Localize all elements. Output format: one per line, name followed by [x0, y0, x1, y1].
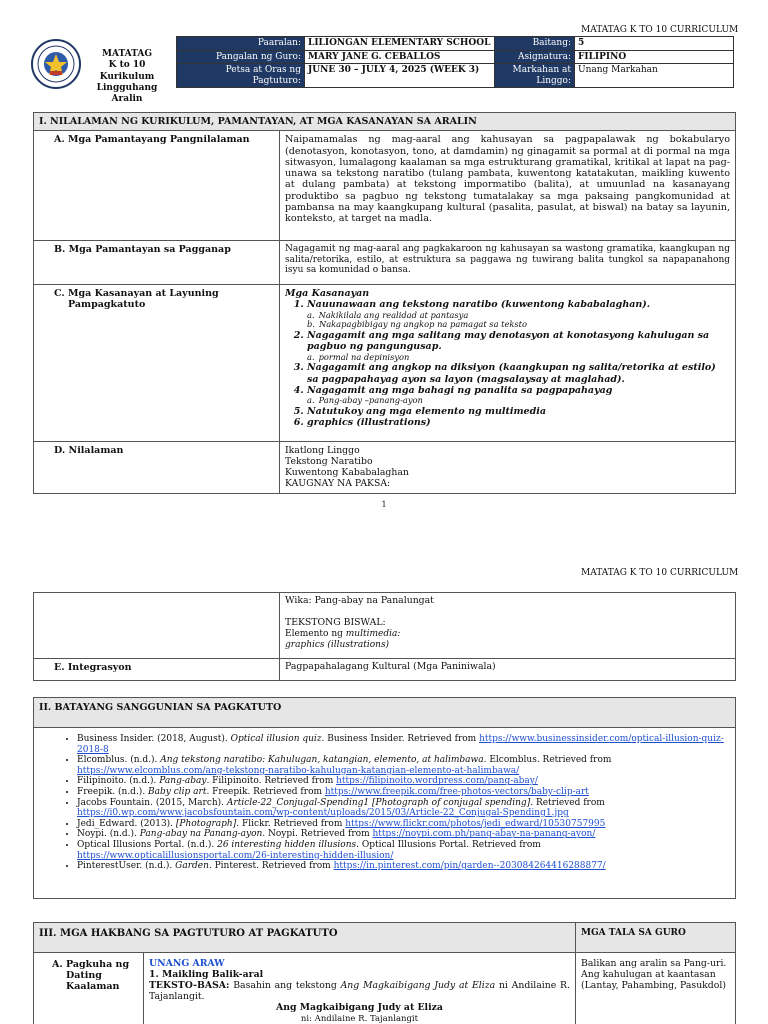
content-text: [280, 442, 736, 494]
objective-item: [307, 330, 730, 362]
teacher-label: Pangalan ng Guro:: [177, 50, 305, 64]
teacher-notes-heading: MGA TALA SA GURO: [576, 923, 736, 953]
references-list: [39, 734, 730, 872]
competencies-label-line: Pampagkatuto: [68, 299, 146, 311]
subject-label: Asignatura:: [495, 50, 575, 64]
plan-title: [82, 49, 172, 105]
plan-title-line: Lingguhang Aralin: [96, 82, 158, 104]
reference-source: . Elcomblus. Retrieved from: [483, 755, 612, 766]
objectives-list: [285, 299, 730, 428]
quarter-label: Markahan at Linggo:: [495, 64, 575, 88]
quarter-value: Unang Markahan: [575, 64, 734, 88]
plan-title-line: K to 10 Kurikulum: [99, 60, 155, 82]
section2-heading: II. BATAYANG SANGGUNIAN SA PAGKATUTO: [34, 698, 736, 728]
objective-text: Nauunawaan ang tekstong naratibo (kuwentong kababalaghan).: [307, 299, 651, 311]
objective-item: [307, 385, 730, 406]
subject-value: FILIPINO: [575, 50, 734, 64]
reference-source: . Business Insider. Retrieved from: [321, 734, 480, 744]
objective-text: Nagagamit ang mga salitang may denotasyon at konotasyong kahulugan sa pagbuo ng pangungusap.: [307, 330, 710, 353]
reference-item: [77, 840, 730, 861]
teksto-title: Ang Magkaibigang Judy at Eliza: [340, 979, 496, 991]
teksto-pre: Basahin ang tekstong: [229, 979, 341, 991]
reference-title: Ang tekstong naratibo: Kahulugan, katangian, elemento, at halimbawa: [160, 755, 484, 766]
content-line: [285, 629, 730, 640]
integration-label: E. Integrasyon: [34, 659, 280, 681]
elemento-italic: multimedia:: [345, 628, 401, 639]
reference-source: . Freepik. Retrieved from: [206, 787, 325, 798]
objective-text: Nagagamit ang mga bahagi ng panalita sa pagpapahayag: [307, 384, 613, 396]
reference-source: . Flickr. Retrieved from: [236, 818, 346, 829]
reference-link[interactable]: https://i0.wp.com/www.jacobsfountain.com/wp-content/uploads/2015/03/Article-22_Conjugal-Spending1.jpg: [77, 808, 569, 819]
reference-author: Business Insider. (2018, August).: [77, 734, 231, 744]
story-title: Ang Magkaibigang Judy at Eliza: [276, 1001, 443, 1013]
reference-item: [77, 829, 730, 840]
reference-link[interactable]: https://www.elcomblus.com/ang-tekstong-naratibo-kahulugan-katangian-elemento-at-halimbawa/: [77, 765, 520, 776]
content-continued-text: [280, 593, 736, 659]
objective-subitem-marker: a.: [307, 394, 315, 405]
reference-link[interactable]: https://www.businessinsider.com/optical-illusion-quiz-2018-8: [77, 734, 724, 755]
performance-standards-text: Nagagamit ng mag-aaral ang pagkakaroon ng kahusayan sa wastong gramatika, kaangkupan ng salita/retorika, estilo, at estruktura sa paggawa ng tuwirang balita tungkol sa napapanahong isyu sa komunidad o bansa.: [280, 241, 736, 285]
reference-item: [77, 787, 730, 798]
teacher-notes: Balikan ang aralin sa Pang-uri. Ang kahulugan at kaantasan (Lantay, Pahambing, Pasukdol): [576, 953, 736, 1024]
page-number: 1: [381, 500, 387, 509]
content-line: KAUGNAY NA PAKSA:: [285, 478, 391, 490]
content-standards-label: A. Mga Pamantayang Pangnilalaman: [34, 131, 280, 241]
prior-knowledge-label: [34, 953, 144, 1024]
reference-item: [77, 861, 730, 872]
content-standards-text: Naipamamalas ng mag-aaral ang kahusayan sa pagpapalawak ng bokabularyo (denotasyon, konotasyon, tono, at damdamin) ng ginagamit sa pormal at di pormal na mga sitwasyon, lumalagong kaalaman sa mga estrukturang gramatikal, kritikal at lapat na pag-unawa sa tekstong naratibo (tulang pambata, kuwentong katatakutan, maikling kuwento at dulang pambata) at tekstong impormatibo (balita), at umuunlad na kasanayang produktibo sa pagbuo ng tekstong tumatalakay sa mga paksaing pangkomunidad at pambansa na may kaangkupang kultural (pasalita, pasulat, at biswal) na batay sa layunin, kontekstо, at target na madla.: [280, 131, 736, 241]
section1-table: [33, 112, 736, 494]
objective-subitem-text: pormal na depinisyon: [318, 351, 410, 362]
objective-item: [307, 417, 730, 428]
section2-table: [33, 697, 736, 899]
content-line: graphics (illustrations): [285, 639, 390, 650]
plan-title-line: MATATAG: [101, 49, 153, 59]
day-heading: UNANG ARAW: [149, 958, 225, 969]
reference-item: [77, 734, 730, 755]
reference-author: Noypi. (n.d.).: [77, 829, 140, 840]
reference-title: Article-22_Conjugal-Spending1 [Photograph of conjugal spending]: [226, 797, 531, 808]
reference-title: 26 interesting hidden illusions: [217, 840, 357, 851]
reference-source: . Retrieved from: [530, 797, 605, 808]
reference-author: Jedi_Edward. (2013).: [77, 818, 176, 829]
reference-source: . Noypi. Retrieved from: [262, 829, 373, 840]
reference-title: [Photograph]: [175, 818, 237, 829]
objective-text: graphics (illustrations): [307, 416, 431, 428]
objective-subitem-text: Nakapagbibigay ng angkop na pamagat sa teksto: [318, 319, 528, 330]
story-author: ni: Andilaine R. Tajanlangit: [300, 1013, 419, 1024]
teksto-label: TEKSTO-BASA:: [149, 979, 230, 991]
reference-author: Freepik. (n.d.).: [77, 787, 149, 798]
content-line: Tekstong Naratibo: [285, 456, 373, 468]
step-heading: 1. Maikling Balik-aral: [149, 968, 264, 980]
objective-sublist: [307, 396, 730, 406]
reference-link[interactable]: https://www.flickr.com/photos/jedi_edward/10530757995: [345, 818, 606, 829]
objective-item: [307, 362, 730, 384]
content-line: Ikatlong Linggo: [285, 445, 360, 457]
reference-title: Optical illusion quiz: [230, 734, 322, 744]
references-cell: [34, 728, 736, 899]
reference-link[interactable]: https://www.opticalillusionsportal.com/26-interesting-hidden-illusion/: [77, 850, 394, 861]
content-line: Kuwentong Kababalaghan: [285, 467, 409, 479]
prior-knowledge-content: [144, 953, 576, 1024]
objective-subitem-marker: a.: [307, 309, 315, 320]
objective-subitem-marker: b.: [307, 319, 315, 330]
reference-item: [77, 798, 730, 819]
objective-subitem-marker: a.: [307, 351, 315, 362]
reference-source: . Filipinoito. Retrieved from: [206, 776, 337, 787]
content-label-continued: [34, 593, 280, 659]
teacher-value: MARY JANE G. CEBALLOS: [305, 50, 495, 64]
content-label: D. Nilalaman: [34, 442, 280, 494]
curriculum-label: MATATAG K TO 10 CURRICULUM: [581, 25, 739, 35]
reference-item: [77, 819, 730, 830]
prior-knowledge-label-line: Kaalaman: [66, 981, 120, 993]
school-value: LILIONGAN ELEMENTARY SCHOOL: [305, 37, 495, 51]
grade-value: 5: [575, 37, 734, 51]
date-value: JUNE 30 – JULY 4, 2025 (WEEK 3): [305, 64, 495, 88]
reference-source: . Optical Illusions Portal. Retrieved from: [356, 840, 541, 851]
section1-heading: I. NILALAMAN NG KURIKULUM, PAMANTAYAN, AT MGA KASANAYAN SA ARALIN: [34, 113, 736, 131]
objective-item: [307, 299, 730, 330]
reference-author: PinterestUser. (n.d.).: [77, 861, 176, 872]
reference-source: . Pinterest. Retrieved from: [208, 861, 334, 872]
header-info-table: [176, 36, 734, 88]
teksto-post: ni Andilaine R. Tajanlangit.: [149, 979, 570, 1002]
objective-subitem-text: Pang-abay –panang-ayon: [318, 394, 423, 405]
objective-text: Natutukoy ang mga elemento ng multimedia: [307, 405, 547, 417]
section3-table: [33, 922, 736, 1024]
grade-label: Baitang:: [495, 37, 575, 51]
reference-link[interactable]: https://in.pinterest.com/pin/garden--203084264416288877/: [333, 861, 606, 872]
reference-item: [77, 776, 730, 787]
reference-title: Pang-abay na Panang-ayon: [139, 829, 263, 840]
reference-link[interactable]: https://noypi.com.ph/pang-abay-na-panang-ayon/: [372, 829, 596, 840]
elemento-text: Elemento ng: [285, 628, 346, 639]
performance-standards-label: B. Mga Pamantayan sa Pagganap: [34, 241, 280, 285]
objective-subitem: [307, 396, 730, 406]
content-line: TEKSTONG BISWAL:: [285, 616, 386, 628]
teksto-basa: [149, 981, 570, 1003]
school-label: Paaralan:: [177, 37, 305, 51]
objective-sublist: [307, 353, 730, 363]
reference-link[interactable]: https://filipinoito.wordpress.com/pang-abay/: [336, 776, 538, 787]
reference-title: Pang-abay: [159, 776, 207, 787]
reference-item: [77, 755, 730, 776]
competencies-label: [34, 285, 280, 442]
reference-link[interactable]: https://www.freepik.com/free-photos-vectors/baby-clip-art: [324, 787, 589, 798]
competencies-label-line: C. Mga Kasanayan at Layuning: [54, 288, 219, 300]
reference-title: Baby clip art: [148, 787, 207, 798]
reference-author: Optical Illusions Portal. (n.d.).: [77, 840, 218, 851]
reference-author: Filipinoito. (n.d.).: [77, 776, 160, 787]
date-label: Petsa at Oras ng Pagtuturo:: [177, 64, 305, 88]
objective-subitem: [307, 320, 730, 330]
objective-sublist: [307, 311, 730, 331]
integration-text: Pagpapahalagang Kultural (Mga Paniniwala): [280, 659, 736, 681]
deped-seal-icon: [30, 38, 82, 90]
competencies-content: [280, 285, 736, 442]
competencies-title: Mga Kasanayan: [285, 288, 370, 300]
section3-heading: III. MGA HAKBANG SA PAGTUTURO AT PAGKATUTO: [34, 923, 576, 953]
objective-subitem: [307, 353, 730, 363]
reference-author: Jacobs Fountain. (2015, March).: [77, 797, 227, 808]
prior-knowledge-label-line: Dating: [66, 970, 102, 982]
section1-continued-table: [33, 592, 736, 681]
objective-text: Nagagamit ang angkop na diksiyon (kaangkupan ng salita/retorika at estilo) sa pagpapahayag ayon sa layon (magsalaysay at maglahad).: [307, 362, 716, 385]
reference-title: Garden: [175, 861, 209, 872]
objective-subitem-text: Nakikilala ang realidad at pantasya: [318, 309, 469, 320]
curriculum-label-page2: MATATAG K TO 10 CURRICULUM: [581, 568, 739, 578]
reference-author: Elcomblus. (n.d.).: [77, 755, 161, 766]
prior-knowledge-label-line: A. Pagkuha ng: [52, 959, 130, 970]
objective-item: [307, 406, 730, 417]
content-line: Wika: Pang-abay na Panalungat: [285, 595, 434, 606]
